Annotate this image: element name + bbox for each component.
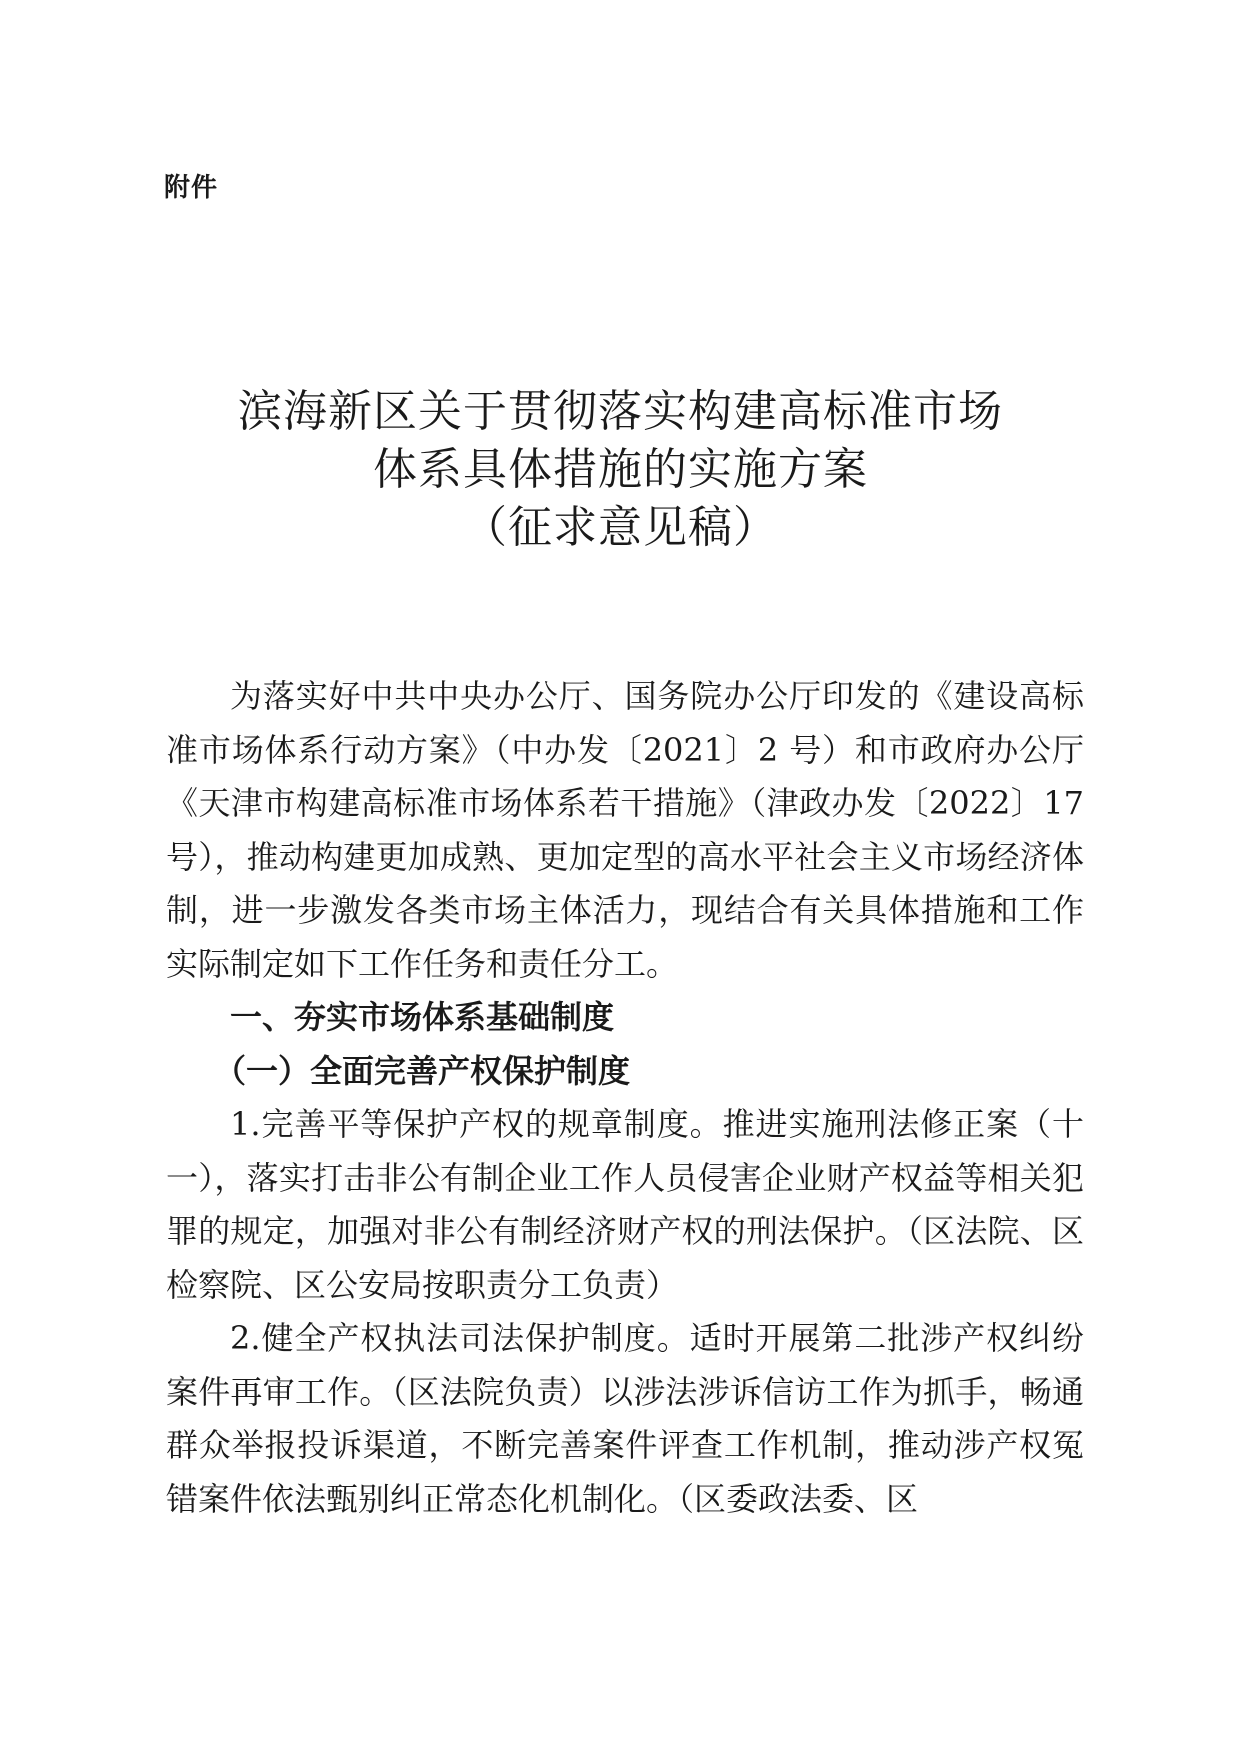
list-item: 1.完善平等保护产权的规章制度。推进实施刑法修正案（十一），落实打击非公有制企业工作人员侵害企业财产权益等相关犯罪的规定，加强对非公有制经济财产权的刑法保护。（区法院、区检察院、区公安局按职责分工负责） — [166, 1105, 1084, 1304]
intro-paragraph: 为落实好中共中央办公厅、国务院办公厅印发的《建设高标准市场体系行动方案》（中办发〔2021〕2 号）和市政府办公厅《天津市构建高标准市场体系若干措施》（津政办发〔2022〕17 号），推动构建更加成熟、更加定型的高水平社会主义市场经济体制，进一步激发各类市场主体活力，现结合有关具体措施和工作实际制定如下工作任务和责任分工。 — [166, 677, 1084, 983]
title-line-1: 滨海新区关于贯彻落实构建高标准市场 — [238, 386, 1003, 437]
section-heading: 一、夯实市场体系基础制度 — [230, 998, 615, 1036]
title-line-3: （征求意见稿） — [463, 502, 778, 553]
subsection-heading: （一）全面完善产权保护制度 — [214, 1051, 631, 1090]
document-title — [0, 383, 1241, 557]
document-body — [166, 670, 1084, 1526]
list-item: 2.健全产权执法司法保护制度。适时开展第二批涉产权纠纷案件再审工作。（区法院负责）以涉法涉诉信访工作为抓手，畅通群众举报投诉渠道，不断完善案件评查工作机制，推动涉产权冤错案件依法甄别纠正常态化机制化。（区委政法委、区 — [166, 1319, 1084, 1518]
title-line-2: 体系具体措施的实施方案 — [373, 444, 868, 495]
attachment-label: 附件 — [164, 173, 219, 203]
